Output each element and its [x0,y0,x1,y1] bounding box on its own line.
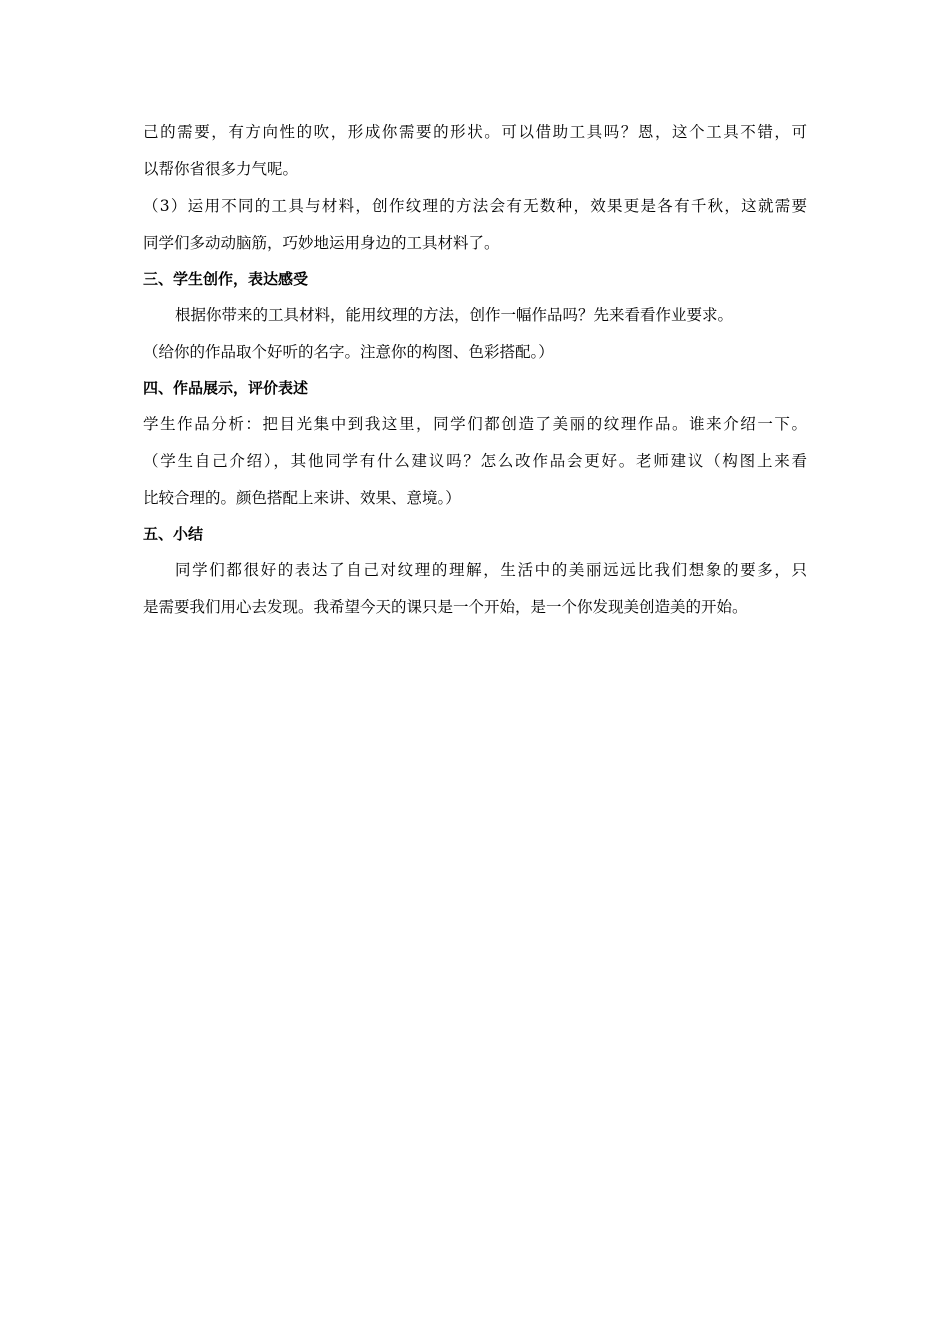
paragraph-line: 己的需要，有方向性的吹，形成你需要的形状。可以借助工具吗？恩，这个工具不错，可 [143,123,807,141]
paragraph-line: （学生自己介绍），其他同学有什么建议吗？怎么改作品会更好。老师建议（构图上来看 [143,452,807,470]
paragraph-line: （给你的作品取个好听的名字。注意你的构图、色彩搭配。） [143,343,554,361]
paragraph-line: 比较合理的。颜色搭配上来讲、效果、意境。） [143,489,461,507]
paragraph-line: 学生作品分析：把目光集中到我这里，同学们都创造了美丽的纹理作品。谁来介绍一下。 [143,415,807,433]
paragraph-line: 同学们多动动脑筋，巧妙地运用身边的工具材料了。 [143,234,500,252]
paragraph-line: 是需要我们用心去发现。我希望今天的课只是一个开始，是一个你发现美创造美的开始。 [143,598,748,616]
section-heading: 三、学生创作，表达感受 [143,270,309,288]
paragraph-line: 根据你带来的工具材料，能用纹理的方法，创作一幅作品吗？先来看看作业要求。 [175,306,734,324]
section-heading: 四、作品展示，评价表述 [143,379,309,397]
paragraph-line: （3）运用不同的工具与材料，创作纹理的方法会有无数种，效果更是各有千秋，这就需要 [143,197,807,215]
paragraph-line: 同学们都很好的表达了自己对纹理的理解，生活中的美丽远远比我们想象的要多，只 [175,561,807,579]
section-heading: 五、小结 [143,525,204,543]
document-body [143,114,807,626]
paragraph-line: 以帮你省很多力气呢。 [143,160,299,178]
